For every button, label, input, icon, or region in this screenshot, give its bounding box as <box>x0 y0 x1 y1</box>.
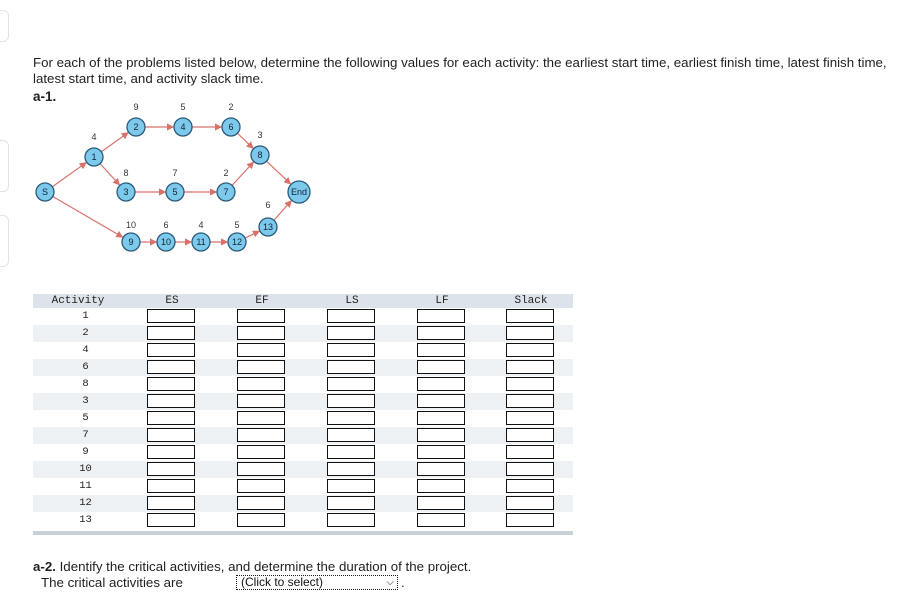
node-2 <box>127 118 145 136</box>
part-a2-question <box>33 559 471 574</box>
node-1 <box>85 148 103 166</box>
critical-activities-select[interactable] <box>236 575 398 590</box>
ls-input[interactable] <box>327 428 375 442</box>
table-row <box>33 342 573 359</box>
duration-3: 8 <box>123 168 129 178</box>
node-label: 9 <box>128 237 134 247</box>
node-4 <box>174 118 192 136</box>
es-input[interactable] <box>147 309 195 323</box>
lf-input[interactable] <box>417 377 465 391</box>
ls-input[interactable] <box>327 394 375 408</box>
table-row <box>33 359 573 376</box>
activity-id: 13 <box>79 514 92 526</box>
table-row <box>33 461 573 478</box>
duration-7: 2 <box>223 168 229 178</box>
node-label: 8 <box>257 150 263 160</box>
duration-12: 5 <box>234 220 240 230</box>
table-row <box>33 308 573 325</box>
duration-1: 4 <box>91 132 97 142</box>
node-13 <box>259 218 277 236</box>
lf-input[interactable] <box>417 343 465 357</box>
lf-input[interactable] <box>417 496 465 510</box>
edge-6-8 <box>237 133 252 148</box>
activity-id: 6 <box>82 361 89 373</box>
slack-input[interactable] <box>506 411 554 425</box>
header-ef: EF <box>255 295 269 307</box>
ls-input[interactable] <box>327 479 375 493</box>
slack-input[interactable] <box>506 343 554 357</box>
table-row <box>33 512 573 529</box>
table-header <box>33 294 573 308</box>
node-12 <box>228 233 246 251</box>
ef-input[interactable] <box>237 326 285 340</box>
duration-9: 10 <box>125 220 137 230</box>
activity-id: 2 <box>82 327 89 339</box>
duration-10: 6 <box>163 220 169 230</box>
edge-1-2 <box>101 133 128 152</box>
part-a1-label: a-1. <box>33 89 57 104</box>
critical-activities-label: The critical activities are <box>41 575 183 590</box>
edge-12-13 <box>245 231 259 238</box>
lf-input[interactable] <box>417 462 465 476</box>
slack-input[interactable] <box>506 462 554 476</box>
duration-5: 7 <box>172 168 178 178</box>
duration-2: 9 <box>133 102 139 112</box>
node-5 <box>166 183 184 201</box>
chevron-down-icon: ⌵ <box>386 577 394 588</box>
part-a2-text: Identify the critical activities, and determine the duration of the project. <box>55 559 472 574</box>
ls-input[interactable] <box>327 326 375 340</box>
ls-input[interactable] <box>327 411 375 425</box>
activity-id: 4 <box>82 344 89 356</box>
activity-id: 9 <box>82 446 89 458</box>
ls-input[interactable] <box>327 496 375 510</box>
table-row <box>33 393 573 410</box>
lf-input[interactable] <box>417 445 465 459</box>
activity-id: 10 <box>79 463 92 475</box>
table-row <box>33 325 573 342</box>
duration-4: 5 <box>180 102 186 112</box>
instructions-text: For each of the problems listed below, determine the following values for each activity: the earliest start time, earliest finish time, latest finish time, latest start time, and activity slack time. <box>33 55 887 86</box>
node-label: 3 <box>123 187 129 197</box>
duration-11: 4 <box>198 220 204 230</box>
node-label: 13 <box>262 222 274 232</box>
lf-input[interactable] <box>417 360 465 374</box>
node-label: 7 <box>223 187 229 197</box>
table-row <box>33 478 573 495</box>
node-S <box>36 183 54 201</box>
edge-S-9 <box>53 197 123 237</box>
lf-input[interactable] <box>417 411 465 425</box>
edge-1-3 <box>100 164 119 185</box>
edge-13-End <box>274 201 291 220</box>
duration-13: 6 <box>265 200 271 210</box>
node-3 <box>117 183 135 201</box>
es-input[interactable] <box>147 326 195 340</box>
ls-input[interactable] <box>327 343 375 357</box>
node-label: 4 <box>180 122 186 132</box>
es-input[interactable] <box>147 462 195 476</box>
slack-input[interactable] <box>506 326 554 340</box>
node-label: 11 <box>196 237 206 247</box>
table-row <box>33 495 573 512</box>
ef-input[interactable] <box>237 462 285 476</box>
node-label: 1 <box>91 152 97 162</box>
table-row <box>33 410 573 427</box>
slack-input[interactable] <box>506 394 554 408</box>
activity-id: 3 <box>82 395 89 407</box>
node-7 <box>217 183 235 201</box>
es-input[interactable] <box>147 445 195 459</box>
node-End <box>288 181 310 203</box>
ef-input[interactable] <box>237 496 285 510</box>
ls-input[interactable] <box>327 513 375 527</box>
es-input[interactable] <box>147 411 195 425</box>
ls-input[interactable] <box>327 445 375 459</box>
duration-6: 2 <box>228 102 234 112</box>
es-input[interactable] <box>147 479 195 493</box>
slack-input[interactable] <box>506 428 554 442</box>
ef-input[interactable] <box>237 309 285 323</box>
network-diagram <box>0 0 919 290</box>
activity-id: 7 <box>82 429 89 441</box>
node-label: 12 <box>231 237 243 247</box>
select-value: (Click to select) <box>241 575 324 589</box>
node-label: 5 <box>172 187 178 197</box>
header-ls: LS <box>345 295 359 307</box>
es-input[interactable] <box>147 496 195 510</box>
ls-input[interactable] <box>327 360 375 374</box>
es-input[interactable] <box>147 394 195 408</box>
activity-id: 12 <box>79 497 92 509</box>
node-label: End <box>290 187 308 197</box>
node-8 <box>251 146 269 164</box>
ef-input[interactable] <box>237 445 285 459</box>
slack-input[interactable] <box>506 496 554 510</box>
slack-input[interactable] <box>506 377 554 391</box>
lf-input[interactable] <box>417 428 465 442</box>
ef-input[interactable] <box>237 411 285 425</box>
ef-input[interactable] <box>237 377 285 391</box>
edge-8-End <box>267 161 291 184</box>
es-input[interactable] <box>147 428 195 442</box>
slack-input[interactable] <box>506 479 554 493</box>
header-lf: LF <box>435 295 449 307</box>
trailing-period: . <box>401 575 405 590</box>
duration-8: 3 <box>257 130 263 140</box>
lf-input[interactable] <box>417 513 465 527</box>
ls-input[interactable] <box>327 462 375 476</box>
lf-input[interactable] <box>417 326 465 340</box>
activity-id: 5 <box>82 412 89 424</box>
node-10 <box>157 233 175 251</box>
ls-input[interactable] <box>327 309 375 323</box>
header-es: ES <box>165 295 179 307</box>
es-input[interactable] <box>147 377 195 391</box>
table-bottom-bar <box>33 531 573 535</box>
ef-input[interactable] <box>237 479 285 493</box>
header-activity: Activity <box>51 295 105 307</box>
activity-id: 11 <box>79 480 92 492</box>
slack-input[interactable] <box>506 309 554 323</box>
ef-input[interactable] <box>237 343 285 357</box>
activity-id: 8 <box>82 378 89 390</box>
node-label: 2 <box>133 122 139 132</box>
es-input[interactable] <box>147 513 195 527</box>
lf-input[interactable] <box>417 394 465 408</box>
es-input[interactable] <box>147 343 195 357</box>
lf-input[interactable] <box>417 479 465 493</box>
ef-input[interactable] <box>237 428 285 442</box>
slack-input[interactable] <box>506 445 554 459</box>
node-label: S <box>41 187 49 197</box>
es-input[interactable] <box>147 360 195 374</box>
node-6 <box>222 118 240 136</box>
slack-input[interactable] <box>506 360 554 374</box>
ls-input[interactable] <box>327 377 375 391</box>
table-row <box>33 444 573 461</box>
node-9 <box>122 233 140 251</box>
slack-input[interactable] <box>506 513 554 527</box>
ef-input[interactable] <box>237 360 285 374</box>
part-a2-label: a-2. <box>33 559 56 574</box>
ef-input[interactable] <box>237 394 285 408</box>
node-label: 6 <box>228 122 234 132</box>
node-11 <box>192 233 210 251</box>
node-label: 10 <box>160 237 172 247</box>
table-row <box>33 427 573 444</box>
edge-7-8 <box>232 162 253 185</box>
activity-id: 1 <box>82 310 89 322</box>
edge-S-1 <box>52 163 86 187</box>
table-row <box>33 376 573 393</box>
ef-input[interactable] <box>237 513 285 527</box>
lf-input[interactable] <box>417 309 465 323</box>
header-slack: Slack <box>514 295 548 307</box>
